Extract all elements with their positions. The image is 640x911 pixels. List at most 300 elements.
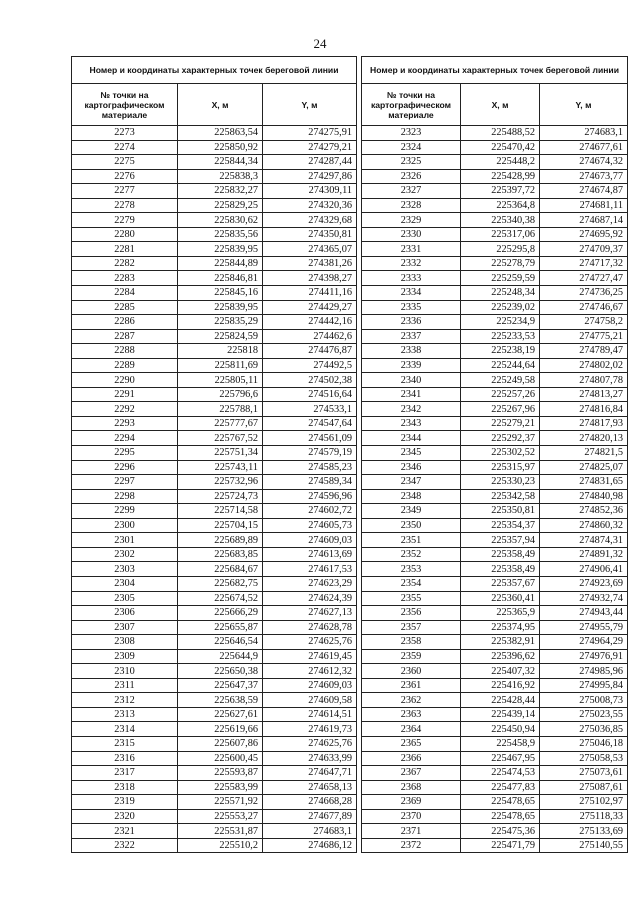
table-row <box>362 547 628 562</box>
point-number-cell: 2297 <box>72 475 178 490</box>
column-header-x: X, м <box>178 84 263 126</box>
point-number-cell: 2283 <box>72 271 178 286</box>
x-coordinate-cell: 225238,19 <box>461 344 540 359</box>
table-row <box>362 184 628 199</box>
x-coordinate-cell: 225357,67 <box>461 576 540 591</box>
y-coordinate-cell: 275102,97 <box>540 795 628 810</box>
point-number-cell: 2327 <box>362 184 461 199</box>
point-number-cell: 2338 <box>362 344 461 359</box>
y-coordinate-cell: 274674,32 <box>540 155 628 170</box>
y-coordinate-cell: 274297,86 <box>263 169 357 184</box>
table-row <box>362 271 628 286</box>
y-coordinate-cell: 274602,72 <box>263 504 357 519</box>
x-coordinate-cell: 225233,53 <box>461 329 540 344</box>
x-coordinate-cell: 225647,37 <box>178 678 263 693</box>
x-coordinate-cell: 225845,16 <box>178 286 263 301</box>
x-coordinate-cell: 225682,75 <box>178 576 263 591</box>
table-row <box>362 300 628 315</box>
table-row <box>72 649 357 664</box>
x-coordinate-cell: 225650,38 <box>178 664 263 679</box>
table-row <box>362 824 628 839</box>
point-number-cell: 2312 <box>72 693 178 708</box>
table-row <box>72 155 357 170</box>
point-number-cell: 2370 <box>362 809 461 824</box>
point-number-cell: 2365 <box>362 736 461 751</box>
column-header-y: Y, м <box>540 84 628 126</box>
y-coordinate-cell: 274633,99 <box>263 751 357 766</box>
point-number-cell: 2278 <box>72 198 178 213</box>
table-row <box>362 504 628 519</box>
table-row <box>72 664 357 679</box>
point-number-cell: 2347 <box>362 475 461 490</box>
table-row <box>72 416 357 431</box>
y-coordinate-cell: 274365,07 <box>263 242 357 257</box>
x-coordinate-cell: 225397,72 <box>461 184 540 199</box>
table-row <box>72 766 357 781</box>
x-coordinate-cell: 225835,56 <box>178 227 263 242</box>
point-number-cell: 2345 <box>362 446 461 461</box>
y-coordinate-cell: 274275,91 <box>263 126 357 141</box>
x-coordinate-cell: 225767,52 <box>178 431 263 446</box>
point-number-cell: 2276 <box>72 169 178 184</box>
y-coordinate-cell: 274350,81 <box>263 227 357 242</box>
x-coordinate-cell: 225844,34 <box>178 155 263 170</box>
x-coordinate-cell: 225467,95 <box>461 751 540 766</box>
point-number-cell: 2351 <box>362 533 461 548</box>
table-row <box>72 824 357 839</box>
x-coordinate-cell: 225374,95 <box>461 620 540 635</box>
table-row <box>362 198 628 213</box>
x-coordinate-cell: 225317,06 <box>461 227 540 242</box>
coordinates-table-left <box>71 56 357 853</box>
table-row <box>362 460 628 475</box>
x-coordinate-cell: 225844,89 <box>178 256 263 271</box>
point-number-cell: 2364 <box>362 722 461 737</box>
y-coordinate-cell: 274674,87 <box>540 184 628 199</box>
y-coordinate-cell: 275023,55 <box>540 707 628 722</box>
table-row <box>72 518 357 533</box>
x-coordinate-cell: 225478,65 <box>461 809 540 824</box>
table-row <box>72 373 357 388</box>
y-coordinate-cell: 274775,21 <box>540 329 628 344</box>
x-coordinate-cell: 225732,96 <box>178 475 263 490</box>
column-header-x: X, м <box>461 84 540 126</box>
x-coordinate-cell: 225477,83 <box>461 780 540 795</box>
point-number-cell: 2330 <box>362 227 461 242</box>
point-number-cell: 2348 <box>362 489 461 504</box>
x-coordinate-cell: 225627,61 <box>178 707 263 722</box>
table-row <box>362 722 628 737</box>
y-coordinate-cell: 274964,29 <box>540 635 628 650</box>
table-row <box>72 606 357 621</box>
y-coordinate-cell: 274625,76 <box>263 736 357 751</box>
y-coordinate-cell: 275036,85 <box>540 722 628 737</box>
y-coordinate-cell: 274802,02 <box>540 358 628 373</box>
point-number-cell: 2286 <box>72 315 178 330</box>
point-number-cell: 2363 <box>362 707 461 722</box>
x-coordinate-cell: 225360,41 <box>461 591 540 606</box>
table-row <box>362 256 628 271</box>
y-coordinate-cell: 274612,32 <box>263 664 357 679</box>
point-number-cell: 2355 <box>362 591 461 606</box>
point-number-cell: 2315 <box>72 736 178 751</box>
point-number-cell: 2339 <box>362 358 461 373</box>
y-coordinate-cell: 274932,74 <box>540 591 628 606</box>
y-coordinate-cell: 274609,58 <box>263 693 357 708</box>
y-coordinate-cell: 274695,92 <box>540 227 628 242</box>
point-number-cell: 2321 <box>72 824 178 839</box>
x-coordinate-cell: 225805,11 <box>178 373 263 388</box>
table-row <box>362 649 628 664</box>
x-coordinate-cell: 225354,37 <box>461 518 540 533</box>
table-row <box>72 431 357 446</box>
table-row <box>72 678 357 693</box>
y-coordinate-cell: 274589,34 <box>263 475 357 490</box>
point-number-cell: 2275 <box>72 155 178 170</box>
point-number-cell: 2353 <box>362 562 461 577</box>
point-number-cell: 2319 <box>72 795 178 810</box>
table-row <box>72 562 357 577</box>
y-coordinate-cell: 275073,61 <box>540 766 628 781</box>
point-number-cell: 2372 <box>362 838 461 853</box>
table-row <box>72 446 357 461</box>
x-coordinate-cell: 225683,85 <box>178 547 263 562</box>
y-coordinate-cell: 274758,2 <box>540 315 628 330</box>
y-coordinate-cell: 274985,96 <box>540 664 628 679</box>
x-coordinate-cell: 225850,92 <box>178 140 263 155</box>
y-coordinate-cell: 274717,32 <box>540 256 628 271</box>
x-coordinate-cell: 225458,9 <box>461 736 540 751</box>
point-number-cell: 2280 <box>72 227 178 242</box>
x-coordinate-cell: 225396,62 <box>461 649 540 664</box>
page-number: 24 <box>313 36 327 51</box>
x-coordinate-cell: 225704,15 <box>178 518 263 533</box>
y-coordinate-cell: 274673,77 <box>540 169 628 184</box>
y-coordinate-cell: 274746,67 <box>540 300 628 315</box>
x-coordinate-cell: 225788,1 <box>178 402 263 417</box>
table-row <box>362 126 628 141</box>
table-body <box>362 126 628 853</box>
x-coordinate-cell: 225249,58 <box>461 373 540 388</box>
x-coordinate-cell: 225471,79 <box>461 838 540 853</box>
point-number-cell: 2343 <box>362 416 461 431</box>
y-coordinate-cell: 274279,21 <box>263 140 357 155</box>
y-coordinate-cell: 274686,12 <box>263 838 357 853</box>
table-row <box>362 213 628 228</box>
point-number-cell: 2334 <box>362 286 461 301</box>
y-coordinate-cell: 274955,79 <box>540 620 628 635</box>
table-row <box>72 227 357 242</box>
y-coordinate-cell: 274727,47 <box>540 271 628 286</box>
y-coordinate-cell: 274817,93 <box>540 416 628 431</box>
point-number-cell: 2369 <box>362 795 461 810</box>
point-number-cell: 2342 <box>362 402 461 417</box>
table-row <box>72 504 357 519</box>
table-row <box>362 591 628 606</box>
y-coordinate-cell: 274516,64 <box>263 387 357 402</box>
table-row <box>72 780 357 795</box>
point-number-cell: 2360 <box>362 664 461 679</box>
table-row <box>72 126 357 141</box>
y-coordinate-cell: 274596,96 <box>263 489 357 504</box>
point-number-cell: 2298 <box>72 489 178 504</box>
y-coordinate-cell: 274820,13 <box>540 431 628 446</box>
x-coordinate-cell: 225689,89 <box>178 533 263 548</box>
point-number-cell: 2291 <box>72 387 178 402</box>
y-coordinate-cell: 274585,23 <box>263 460 357 475</box>
coordinates-table-right <box>361 56 628 853</box>
table-row <box>72 387 357 402</box>
point-number-cell: 2296 <box>72 460 178 475</box>
y-coordinate-cell: 274320,36 <box>263 198 357 213</box>
point-number-cell: 2341 <box>362 387 461 402</box>
table-row <box>72 707 357 722</box>
x-coordinate-cell: 225278,79 <box>461 256 540 271</box>
x-coordinate-cell: 225714,58 <box>178 504 263 519</box>
y-coordinate-cell: 274617,53 <box>263 562 357 577</box>
table-row <box>72 475 357 490</box>
table-row <box>72 271 357 286</box>
table-row <box>362 242 628 257</box>
point-number-cell: 2284 <box>72 286 178 301</box>
y-coordinate-cell: 274619,45 <box>263 649 357 664</box>
point-number-cell: 2290 <box>72 373 178 388</box>
y-coordinate-cell: 274736,25 <box>540 286 628 301</box>
y-coordinate-cell: 274492,5 <box>263 358 357 373</box>
y-coordinate-cell: 274840,98 <box>540 489 628 504</box>
point-number-cell: 2366 <box>362 751 461 766</box>
x-coordinate-cell: 225832,27 <box>178 184 263 199</box>
y-coordinate-cell: 274628,78 <box>263 620 357 635</box>
x-coordinate-cell: 225315,97 <box>461 460 540 475</box>
table-row <box>362 358 628 373</box>
point-number-cell: 2302 <box>72 547 178 562</box>
point-number-cell: 2304 <box>72 576 178 591</box>
table-row <box>362 606 628 621</box>
x-coordinate-cell: 225358,49 <box>461 547 540 562</box>
x-coordinate-cell: 225478,65 <box>461 795 540 810</box>
table-row <box>362 416 628 431</box>
point-number-cell: 2326 <box>362 169 461 184</box>
x-coordinate-cell: 225811,69 <box>178 358 263 373</box>
y-coordinate-cell: 274683,1 <box>540 126 628 141</box>
column-header-point: № точки на картографическом материале <box>362 84 461 126</box>
table-row <box>72 620 357 635</box>
point-number-cell: 2350 <box>362 518 461 533</box>
table-row <box>362 795 628 810</box>
y-coordinate-cell: 275087,61 <box>540 780 628 795</box>
point-number-cell: 2300 <box>72 518 178 533</box>
y-coordinate-cell: 274619,73 <box>263 722 357 737</box>
point-number-cell: 2323 <box>362 126 461 141</box>
x-coordinate-cell: 225838,3 <box>178 169 263 184</box>
x-coordinate-cell: 225407,32 <box>461 664 540 679</box>
x-coordinate-cell: 225357,94 <box>461 533 540 548</box>
x-coordinate-cell: 225257,26 <box>461 387 540 402</box>
point-number-cell: 2367 <box>362 766 461 781</box>
y-coordinate-cell: 275133,69 <box>540 824 628 839</box>
x-coordinate-cell: 225292,37 <box>461 431 540 446</box>
point-number-cell: 2316 <box>72 751 178 766</box>
column-header-y: Y, м <box>263 84 357 126</box>
x-coordinate-cell: 225571,92 <box>178 795 263 810</box>
point-number-cell: 2325 <box>362 155 461 170</box>
x-coordinate-cell: 225646,54 <box>178 635 263 650</box>
x-coordinate-cell: 225829,25 <box>178 198 263 213</box>
y-coordinate-cell: 274677,89 <box>263 809 357 824</box>
x-coordinate-cell: 225777,67 <box>178 416 263 431</box>
table-row <box>362 576 628 591</box>
y-coordinate-cell: 274579,19 <box>263 446 357 461</box>
x-coordinate-cell: 225248,34 <box>461 286 540 301</box>
point-number-cell: 2318 <box>72 780 178 795</box>
table-row <box>72 140 357 155</box>
table-row <box>362 664 628 679</box>
point-number-cell: 2335 <box>362 300 461 315</box>
point-number-cell: 2309 <box>72 649 178 664</box>
table-row <box>362 155 628 170</box>
x-coordinate-cell: 225488,52 <box>461 126 540 141</box>
table-row <box>362 475 628 490</box>
point-number-cell: 2317 <box>72 766 178 781</box>
x-coordinate-cell: 225474,53 <box>461 766 540 781</box>
y-coordinate-cell: 274442,16 <box>263 315 357 330</box>
table-row <box>72 809 357 824</box>
point-number-cell: 2332 <box>362 256 461 271</box>
point-number-cell: 2288 <box>72 344 178 359</box>
point-number-cell: 2303 <box>72 562 178 577</box>
x-coordinate-cell: 225818 <box>178 344 263 359</box>
y-coordinate-cell: 274398,27 <box>263 271 357 286</box>
table-row <box>72 256 357 271</box>
x-coordinate-cell: 225724,73 <box>178 489 263 504</box>
y-coordinate-cell: 274813,27 <box>540 387 628 402</box>
point-number-cell: 2331 <box>362 242 461 257</box>
x-coordinate-cell: 225743,11 <box>178 460 263 475</box>
table-row <box>72 751 357 766</box>
point-number-cell: 2336 <box>362 315 461 330</box>
y-coordinate-cell: 274381,26 <box>263 256 357 271</box>
x-coordinate-cell: 225330,23 <box>461 475 540 490</box>
table-caption: Номер и координаты характерных точек береговой линии <box>72 57 357 84</box>
table-row <box>362 387 628 402</box>
x-coordinate-cell: 225450,94 <box>461 722 540 737</box>
x-coordinate-cell: 225342,58 <box>461 489 540 504</box>
point-number-cell: 2292 <box>72 402 178 417</box>
y-coordinate-cell: 274906,41 <box>540 562 628 577</box>
point-number-cell: 2314 <box>72 722 178 737</box>
y-coordinate-cell: 274287,44 <box>263 155 357 170</box>
point-number-cell: 2354 <box>362 576 461 591</box>
x-coordinate-cell: 225267,96 <box>461 402 540 417</box>
table-row <box>362 838 628 853</box>
y-coordinate-cell: 274891,32 <box>540 547 628 562</box>
point-number-cell: 2356 <box>362 606 461 621</box>
table-row <box>72 286 357 301</box>
table-row <box>362 227 628 242</box>
table-row <box>72 576 357 591</box>
y-coordinate-cell: 274609,03 <box>263 678 357 693</box>
point-number-cell: 2279 <box>72 213 178 228</box>
x-coordinate-cell: 225593,87 <box>178 766 263 781</box>
point-number-cell: 2322 <box>72 838 178 853</box>
table-row <box>72 315 357 330</box>
table-row <box>362 489 628 504</box>
y-coordinate-cell: 274547,64 <box>263 416 357 431</box>
x-coordinate-cell: 225279,21 <box>461 416 540 431</box>
table-row <box>362 809 628 824</box>
table-row <box>72 169 357 184</box>
x-coordinate-cell: 225470,42 <box>461 140 540 155</box>
point-number-cell: 2306 <box>72 606 178 621</box>
x-coordinate-cell: 225350,81 <box>461 504 540 519</box>
x-coordinate-cell: 225259,59 <box>461 271 540 286</box>
table-row <box>362 402 628 417</box>
x-coordinate-cell: 225553,27 <box>178 809 263 824</box>
table-row <box>72 635 357 650</box>
table-row <box>362 736 628 751</box>
point-number-cell: 2328 <box>362 198 461 213</box>
y-coordinate-cell: 274995,84 <box>540 678 628 693</box>
x-coordinate-cell: 225846,81 <box>178 271 263 286</box>
point-number-cell: 2344 <box>362 431 461 446</box>
table-row <box>362 431 628 446</box>
x-coordinate-cell: 225439,14 <box>461 707 540 722</box>
table-row <box>362 693 628 708</box>
point-number-cell: 2307 <box>72 620 178 635</box>
x-coordinate-cell: 225839,95 <box>178 300 263 315</box>
point-number-cell: 2358 <box>362 635 461 650</box>
point-number-cell: 2294 <box>72 431 178 446</box>
table-row <box>72 300 357 315</box>
y-coordinate-cell: 274623,29 <box>263 576 357 591</box>
point-number-cell: 2357 <box>362 620 461 635</box>
y-coordinate-cell: 274821,5 <box>540 446 628 461</box>
point-number-cell: 2282 <box>72 256 178 271</box>
point-number-cell: 2310 <box>72 664 178 679</box>
x-coordinate-cell: 225644,9 <box>178 649 263 664</box>
column-header-point: № точки на картографическом материале <box>72 84 178 126</box>
x-coordinate-cell: 225824,59 <box>178 329 263 344</box>
y-coordinate-cell: 274807,78 <box>540 373 628 388</box>
y-coordinate-cell: 274309,11 <box>263 184 357 199</box>
x-coordinate-cell: 225655,87 <box>178 620 263 635</box>
x-coordinate-cell: 225607,86 <box>178 736 263 751</box>
y-coordinate-cell: 274681,11 <box>540 198 628 213</box>
table-row <box>72 344 357 359</box>
table-row <box>362 707 628 722</box>
x-coordinate-cell: 225830,62 <box>178 213 263 228</box>
table-row <box>362 344 628 359</box>
x-coordinate-cell: 225239,02 <box>461 300 540 315</box>
x-coordinate-cell: 225364,8 <box>461 198 540 213</box>
table-row <box>362 620 628 635</box>
table-row <box>72 329 357 344</box>
point-number-cell: 2301 <box>72 533 178 548</box>
y-coordinate-cell: 274831,65 <box>540 475 628 490</box>
x-coordinate-cell: 225295,8 <box>461 242 540 257</box>
x-coordinate-cell: 225684,67 <box>178 562 263 577</box>
x-coordinate-cell: 225448,2 <box>461 155 540 170</box>
point-number-cell: 2293 <box>72 416 178 431</box>
y-coordinate-cell: 274852,36 <box>540 504 628 519</box>
table-row <box>72 693 357 708</box>
table-row <box>362 286 628 301</box>
x-coordinate-cell: 225234,9 <box>461 315 540 330</box>
x-coordinate-cell: 225531,87 <box>178 824 263 839</box>
point-number-cell: 2337 <box>362 329 461 344</box>
point-number-cell: 2295 <box>72 446 178 461</box>
